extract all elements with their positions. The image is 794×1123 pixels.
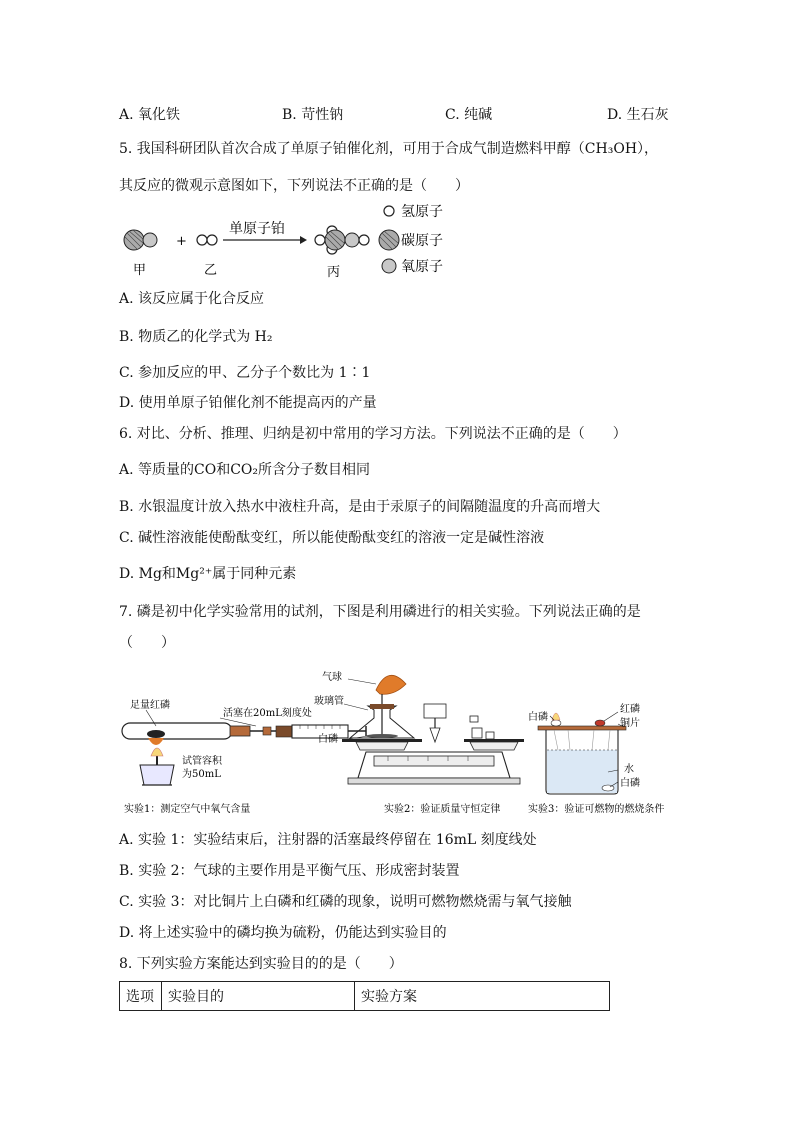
header-purpose: 实验目的 xyxy=(162,982,355,1011)
e2-label-glass-tube: 玻璃管 xyxy=(314,696,344,707)
q4-option-d: D. 生石灰 xyxy=(607,107,669,123)
q7-option-c: C. 实验 3：对比铜片上白磷和红磷的现象，说明可燃物燃烧需与氧气接触 xyxy=(119,894,572,910)
legend-hydrogen: 氢原子 xyxy=(401,204,443,220)
q7-stem-line-2: （ ） xyxy=(119,635,175,651)
legend-oxygen: 氧原子 xyxy=(401,259,443,275)
e2-label-balloon: 气球 xyxy=(322,672,342,683)
header-plan: 实验方案 xyxy=(355,982,610,1011)
q5-stem-line-1: 5. 我国科研团队首次合成了单原子铂催化剂，可用于合成气制造燃料甲醇（CH₃OH）， xyxy=(119,141,659,157)
q5-option-a: A. 该反应属于化合反应 xyxy=(119,291,265,307)
q6-option-c: C. 碱性溶液能使酚酞变红，所以能使酚酞变红的溶液一定是碱性溶液 xyxy=(119,530,545,546)
e3-label-white-p-top: 白磷 xyxy=(528,712,548,723)
q6-option-a: A. 等质量的CO和CO₂所含分子数目相同 xyxy=(119,462,371,478)
q4-option-c: C. 纯碱 xyxy=(445,107,493,123)
label-yi: 乙 xyxy=(204,263,218,278)
experiment-1-apparatus xyxy=(122,698,366,815)
q7-option-a: A. 实验 1：实验结束后，注射器的活塞最终停留在 16mL 刻度线处 xyxy=(119,832,537,848)
e3-label-water: 水 xyxy=(624,764,634,775)
q6-stem: 6. 对比、分析、推理、归纳是初中常用的学习方法。下列说法不正确的是（ ） xyxy=(119,426,627,442)
q8-table xyxy=(119,981,610,1011)
q7-stem-line-1: 7. 磷是初中化学实验常用的试剂，下图是利用磷进行的相关实验。下列说法正确的是 xyxy=(119,604,641,620)
q5-option-d: D. 使用单原子铂催化剂不能提高丙的产量 xyxy=(119,395,377,411)
e2-caption: 实验2：验证质量守恒定律 xyxy=(384,804,501,815)
e1-label-volume-a: 试管容积 xyxy=(182,756,222,767)
q5-option-b: B. 物质乙的化学式为 H₂ xyxy=(119,329,273,345)
e1-label-phosphorus: 足量红磷 xyxy=(130,700,170,711)
legend-carbon: 碳原子 xyxy=(401,233,443,249)
label-bing: 丙 xyxy=(327,265,341,280)
label-jia: 甲 xyxy=(133,263,147,278)
reaction-micro-diagram xyxy=(115,198,475,284)
e3-label-red-p: 红磷 xyxy=(620,704,640,715)
plus-sign: + xyxy=(176,234,187,249)
e1-caption: 实验1：测定空气中氧气含量 xyxy=(124,804,251,815)
q7-option-b: B. 实验 2：气球的主要作用是平衡气压、形成密封装置 xyxy=(119,863,460,879)
e1-label-volume-b: 为50mL xyxy=(182,769,221,780)
q6-option-b: B. 水银温度计放入热水中液柱升高，是由于汞原子的间隔随温度的升高而增大 xyxy=(119,499,601,515)
q5-option-c: C. 参加反应的甲、乙分子个数比为 1∶1 xyxy=(119,365,371,381)
q5-stem-line-2: 其反应的微观示意图如下，下列说法不正确的是（ ） xyxy=(119,178,469,194)
q7-option-d: D. 将上述实验中的磷均换为硫粉，仍能达到实验目的 xyxy=(119,925,447,941)
e3-label-copper: 铜片 xyxy=(620,718,640,729)
q6-option-d: D. Mg和Mg²⁺属于同种元素 xyxy=(119,566,297,582)
q8-stem: 8. 下列实验方案能达到实验目的的是（ ） xyxy=(119,956,403,972)
experiment-2-apparatus xyxy=(314,670,524,815)
table-header-row xyxy=(120,982,610,1011)
e3-label-white-p-water: 白磷 xyxy=(620,778,640,789)
experiment-3-apparatus xyxy=(528,702,664,815)
phosphorus-experiments-figure xyxy=(118,660,678,822)
e3-caption: 实验3：验证可燃物的燃烧条件 xyxy=(528,804,665,815)
e2-label-white-p: 白磷 xyxy=(318,734,338,745)
arrow-label: 单原子铂 xyxy=(229,221,285,237)
e1-label-piston: 活塞在20mL刻度处 xyxy=(223,708,312,719)
q4-option-a: A. 氧化铁 xyxy=(119,107,181,123)
header-option: 选项 xyxy=(120,982,162,1011)
q4-option-b: B. 苛性钠 xyxy=(282,107,344,123)
